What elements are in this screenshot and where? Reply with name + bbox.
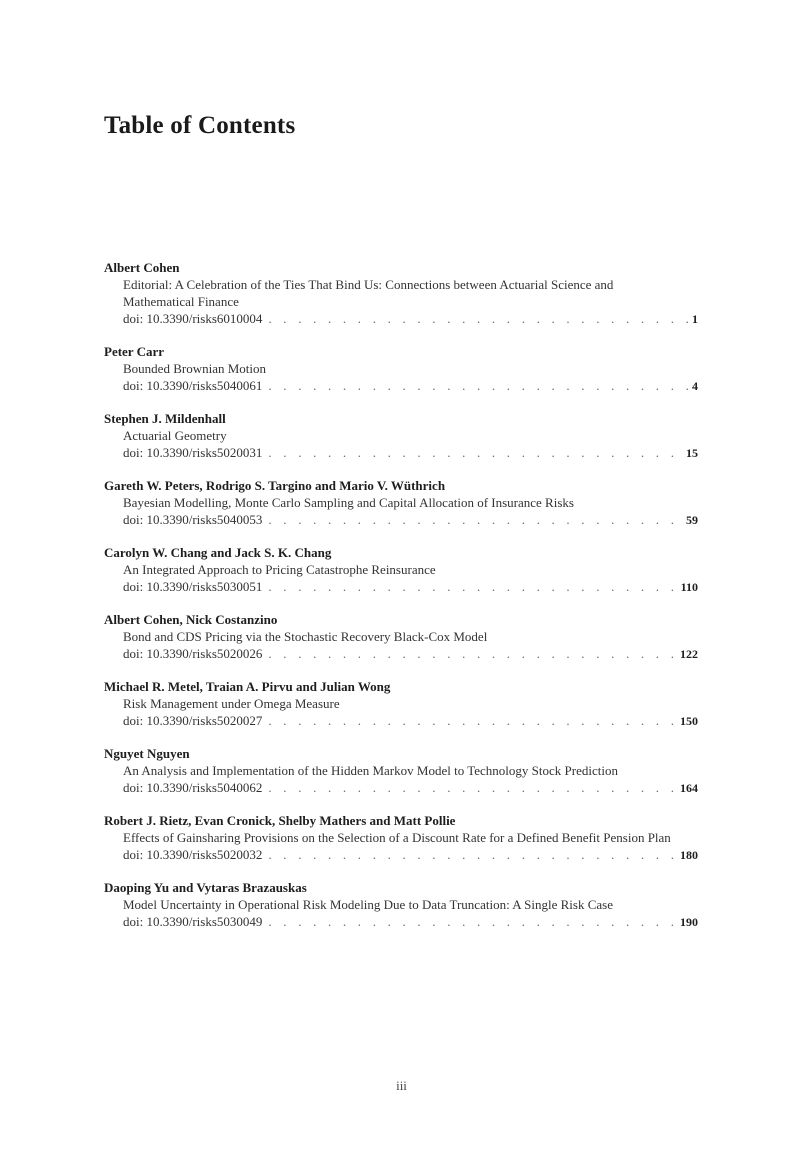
entry-title: Effects of Gainsharing Provisions on the Selection of a Discount Rate for a Defined Benefit Pension Plan xyxy=(123,830,671,845)
toc-entry xyxy=(104,678,698,730)
entry-page-number: 15 xyxy=(686,446,698,460)
entry-page-number: 122 xyxy=(680,647,698,661)
dot-leader xyxy=(262,310,692,327)
entry-page-number: 4 xyxy=(692,379,698,393)
entry-page-number: 190 xyxy=(680,915,698,929)
entry-title: Bond and CDS Pricing via the Stochastic Recovery Black-Cox Model xyxy=(123,629,488,644)
dot-leader xyxy=(262,511,686,528)
dot-leader xyxy=(262,779,680,796)
entry-page-number: 1 xyxy=(692,312,698,326)
entry-authors: Albert Cohen xyxy=(104,260,180,275)
dot-leader xyxy=(262,377,692,394)
dot-leader xyxy=(262,846,680,863)
entry-doi-link[interactable]: doi: 10.3390/risks5030051 xyxy=(123,579,263,594)
toc-entry xyxy=(104,343,698,395)
dot-leader xyxy=(262,913,680,930)
entry-title: Editorial: A Celebration of the Ties That Bind Us: Connections between Actuarial Science and Mathematical Finance xyxy=(123,277,614,309)
entry-title: Bayesian Modelling, Monte Carlo Sampling and Capital Allocation of Insurance Risks xyxy=(123,495,574,510)
entry-authors: Daoping Yu and Vytaras Brazauskas xyxy=(104,880,307,895)
toc-entry xyxy=(104,259,698,328)
toc-entry xyxy=(104,410,698,462)
entry-doi-link[interactable]: doi: 10.3390/risks5030049 xyxy=(123,914,263,929)
dot-leader xyxy=(262,444,686,461)
entry-authors: Albert Cohen, Nick Costanzino xyxy=(104,612,278,627)
entry-page-number: 150 xyxy=(680,714,698,728)
entry-authors: Peter Carr xyxy=(104,344,165,359)
toc-entry xyxy=(104,611,698,663)
entry-doi-link[interactable]: doi: 10.3390/risks5040061 xyxy=(123,378,263,393)
entry-title: Risk Management under Omega Measure xyxy=(123,696,340,711)
entry-doi-link[interactable]: doi: 10.3390/risks6010004 xyxy=(123,311,263,326)
entry-doi-link[interactable]: doi: 10.3390/risks5020032 xyxy=(123,847,263,862)
dot-leader xyxy=(262,712,680,729)
entry-authors: Carolyn W. Chang and Jack S. K. Chang xyxy=(104,545,332,560)
entry-title: Model Uncertainty in Operational Risk Modeling Due to Data Truncation: A Single Risk Case xyxy=(123,897,613,912)
entry-page-number: 180 xyxy=(680,848,698,862)
page-number-footer: iii xyxy=(396,1078,407,1093)
entry-page-number: 59 xyxy=(686,513,698,527)
dot-leader xyxy=(262,578,680,595)
entry-doi-link[interactable]: doi: 10.3390/risks5040062 xyxy=(123,780,263,795)
entry-authors: Stephen J. Mildenhall xyxy=(104,411,226,426)
entry-title: Bounded Brownian Motion xyxy=(123,361,266,376)
toc-entry xyxy=(104,544,698,596)
entry-authors: Michael R. Metel, Traian A. Pirvu and Julian Wong xyxy=(104,679,391,694)
entry-title: An Analysis and Implementation of the Hidden Markov Model to Technology Stock Prediction xyxy=(123,763,618,778)
entry-doi-link[interactable]: doi: 10.3390/risks5040053 xyxy=(123,512,263,527)
toc-entry xyxy=(104,812,698,864)
entry-doi-link[interactable]: doi: 10.3390/risks5020031 xyxy=(123,445,263,460)
entry-page-number: 110 xyxy=(680,580,698,594)
dot-leader xyxy=(262,645,680,662)
entry-doi-link[interactable]: doi: 10.3390/risks5020027 xyxy=(123,713,263,728)
page-title: Table of Contents xyxy=(104,112,296,139)
entry-authors: Gareth W. Peters, Rodrigo S. Targino and Mario V. Wüthrich xyxy=(104,478,446,493)
toc-entry xyxy=(104,477,698,529)
entry-doi-link[interactable]: doi: 10.3390/risks5020026 xyxy=(123,646,263,661)
entry-authors: Robert J. Rietz, Evan Cronick, Shelby Mathers and Matt Pollie xyxy=(104,813,456,828)
toc-entry xyxy=(104,879,698,931)
entry-title: Actuarial Geometry xyxy=(123,428,227,443)
entry-page-number: 164 xyxy=(680,781,698,795)
toc-list xyxy=(104,259,698,946)
entry-title: An Integrated Approach to Pricing Catastrophe Reinsurance xyxy=(123,562,436,577)
entry-authors: Nguyet Nguyen xyxy=(104,746,190,761)
toc-entry xyxy=(104,745,698,797)
